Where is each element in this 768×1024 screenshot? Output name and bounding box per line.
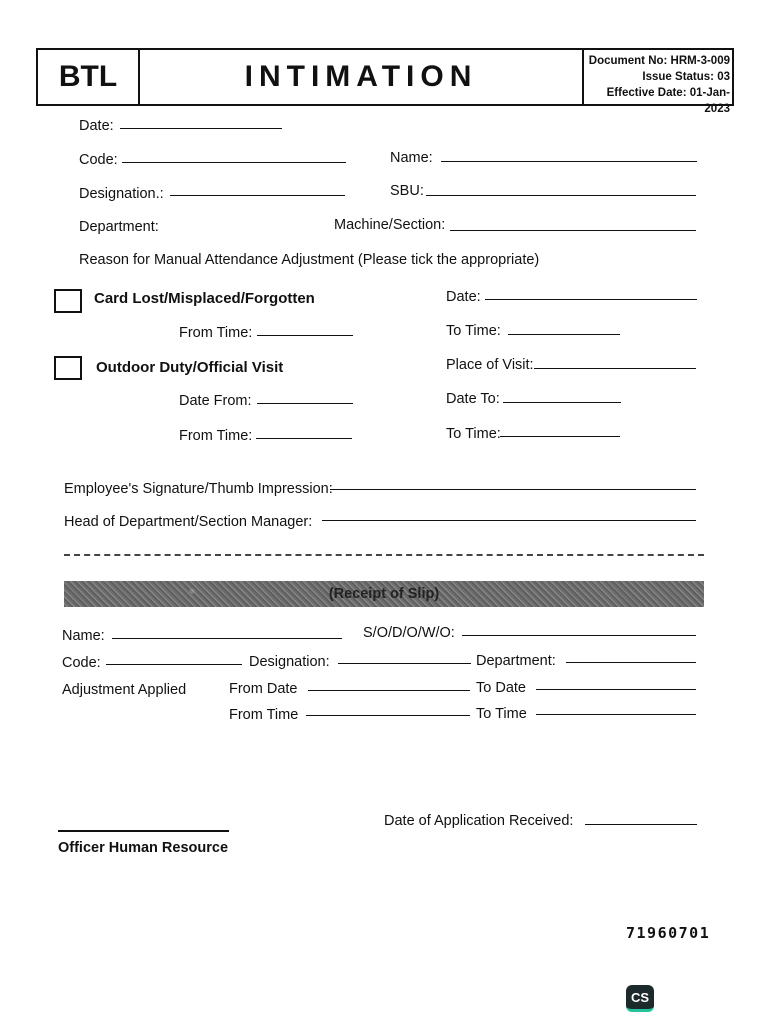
card-lost-to-time-label: To Time: [446,323,501,339]
serial-number: 71960701 [626,924,711,942]
sbu-label: SBU: [390,183,424,199]
place-of-visit-field[interactable] [534,368,696,369]
card-lost-checkbox[interactable] [54,289,82,313]
name-field[interactable] [441,161,697,162]
code-field[interactable] [122,162,346,163]
card-lost-to-time-field[interactable] [508,334,620,335]
document-number: Document No: HRM-3-009 [588,55,730,67]
receipt-code-field[interactable] [106,664,242,665]
receipt-from-date-field[interactable] [308,690,470,691]
receipt-name-label: Name: [62,628,105,644]
reason-label: Reason for Manual Attendance Adjustment (Please tick the appropriate) [79,252,540,268]
receipt-designation-field[interactable] [338,663,471,664]
issue-status: Issue Status: 03 [642,71,730,83]
date-received-label: Date of Application Received: [384,813,574,829]
card-lost-date-field[interactable] [485,299,697,300]
code-label: Code: [79,152,118,168]
receipt-so-field[interactable] [462,635,696,636]
head-of-department-label: Head of Department/Section Manager: [64,514,313,530]
receipt-department-field[interactable] [566,662,696,663]
receipt-name-field[interactable] [112,638,342,639]
outdoor-date-from-field[interactable] [257,403,353,404]
receipt-to-time-label: To Time [476,706,527,722]
officer-signature-line[interactable] [58,830,229,832]
date-received-field[interactable] [585,824,697,825]
document-info [586,53,730,117]
receipt-department-label: Department: [476,653,556,669]
outdoor-from-time-field[interactable] [256,438,352,439]
cut-line [64,554,704,556]
card-lost-date-label: Date: [446,289,481,305]
card-lost-from-time-field[interactable] [257,335,353,336]
outdoor-date-to-field[interactable] [503,402,621,403]
name-label: Name: [390,150,433,166]
form-title: INTIMATION [244,60,478,93]
company-logo: BTL [58,60,118,93]
outdoor-date-from-label: Date From: [179,393,252,409]
receipt-from-time-field[interactable] [306,715,470,716]
head-of-department-field[interactable] [322,520,696,521]
receipt-to-date-field[interactable] [536,689,696,690]
receipt-from-date-label: From Date [229,681,298,697]
outdoor-from-time-label: From Time: [179,428,253,444]
sbu-field[interactable] [426,195,696,196]
place-of-visit-label: Place of Visit: [446,357,534,373]
outdoor-to-time-label: To Time: [446,426,501,442]
receipt-banner [64,581,704,607]
outdoor-date-to-label: Date To: [446,391,500,407]
machine-section-field[interactable] [450,230,696,231]
adjustment-applied-label: Adjustment Applied [62,682,187,698]
officer-label: Officer Human Resource [58,840,229,856]
date-label: Date: [79,118,114,134]
outdoor-duty-checkbox[interactable] [54,356,82,380]
receipt-designation-label: Designation: [249,654,330,670]
receipt-code-label: Code: [62,655,101,671]
receipt-so-label: S/O/D/O/W/O: [363,625,455,641]
card-lost-from-time-label: From Time: [179,325,253,341]
employee-signature-label: Employee's Signature/Thumb Impression: [64,481,333,497]
receipt-from-time-label: From Time [229,707,299,723]
effective-date: Effective Date: 01-Jan-2023 [606,87,730,115]
employee-signature-field[interactable] [330,489,696,490]
machine-section-label: Machine/Section: [334,217,446,233]
form-header [36,48,734,115]
receipt-to-time-field[interactable] [536,714,696,715]
department-label: Department: [79,219,159,235]
date-field[interactable] [120,128,282,129]
outdoor-to-time-field[interactable] [500,436,620,437]
camscanner-icon: CS [626,985,654,1012]
receipt-to-date-label: To Date [476,680,526,696]
designation-field[interactable] [170,195,345,196]
card-lost-label: Card Lost/Misplaced/Forgotten [94,290,315,307]
receipt-title: (Receipt of Slip) [328,586,440,602]
header-divider [582,50,584,104]
outdoor-duty-label: Outdoor Duty/Official Visit [96,359,284,376]
designation-label: Designation.: [79,186,164,202]
